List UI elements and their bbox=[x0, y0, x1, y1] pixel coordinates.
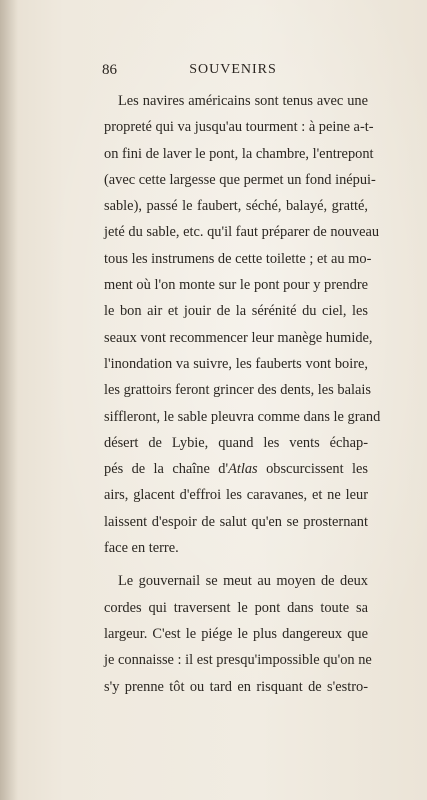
running-head: SOUVENIRS bbox=[189, 62, 277, 77]
page-number: 86 bbox=[102, 62, 117, 78]
text-line: (avec cette largesse que permet un fond inépui- bbox=[104, 171, 376, 188]
text-line: ment où l'on monte sur le pont pour y prendre bbox=[104, 277, 368, 294]
text-line: laissent d'espoir de salut qu'en se prosternant bbox=[104, 513, 368, 530]
text-line: largeur. C'est le piége le plus dangereux que bbox=[104, 625, 368, 642]
text-line: propreté qui va jusqu'au tourment : à peine a-t- bbox=[104, 119, 374, 136]
text-line: Les navires américains sont tenus avec une bbox=[118, 93, 368, 109]
text-block bbox=[104, 88, 381, 700]
text-line: désert de Lybie, quand les vents échap- bbox=[104, 434, 368, 451]
text-line-atlas bbox=[104, 456, 368, 482]
text-line: s'y prenne tôt ou tard en risquant de s'estro- bbox=[104, 678, 368, 695]
text-line: on fini de laver le pont, la chambre, l'entrepont bbox=[104, 145, 374, 162]
text-line: Le gouvernail se meut au moyen de deux bbox=[118, 573, 368, 590]
text-line: cordes qui traversent le pont dans toute sa bbox=[104, 599, 368, 616]
text-line: seaux vont recommencer leur manège humide, bbox=[104, 329, 373, 346]
text-line: airs, glacent d'effroi les caravanes, et ne leur bbox=[104, 487, 368, 504]
text-line: face en terre. bbox=[104, 540, 179, 557]
text-line: tous les instrumens de cette toilette ; et au mo- bbox=[104, 250, 372, 267]
page-header bbox=[102, 62, 364, 82]
text-line: sable), passé le faubert, séché, balayé, gratté, bbox=[104, 198, 368, 215]
text-line: siffleront, le sable pleuvra comme dans le grand bbox=[104, 408, 381, 425]
atlas-word: Atlas bbox=[228, 461, 258, 478]
text-line: les grattoirs feront grincer des dents, les balais bbox=[104, 382, 371, 399]
paragraph-2 bbox=[104, 568, 372, 699]
text-line: l'inondation va suivre, les fauberts vont boire, bbox=[104, 355, 368, 372]
paragraph-1 bbox=[104, 88, 381, 561]
text-line: jeté du sable, etc. qu'il faut préparer de nouveau bbox=[104, 224, 380, 241]
gutter-shadow bbox=[0, 0, 18, 800]
text-line: je connaisse : il est presqu'impossible qu'on ne bbox=[104, 652, 372, 669]
text-line: le bon air et jouir de la sérénité du ciel, les bbox=[104, 303, 368, 320]
text-line-end: obscurcissent les bbox=[257, 461, 368, 478]
text-line-start: pés de la chaîne d' bbox=[104, 461, 229, 478]
paragraph-gap bbox=[104, 561, 368, 568]
